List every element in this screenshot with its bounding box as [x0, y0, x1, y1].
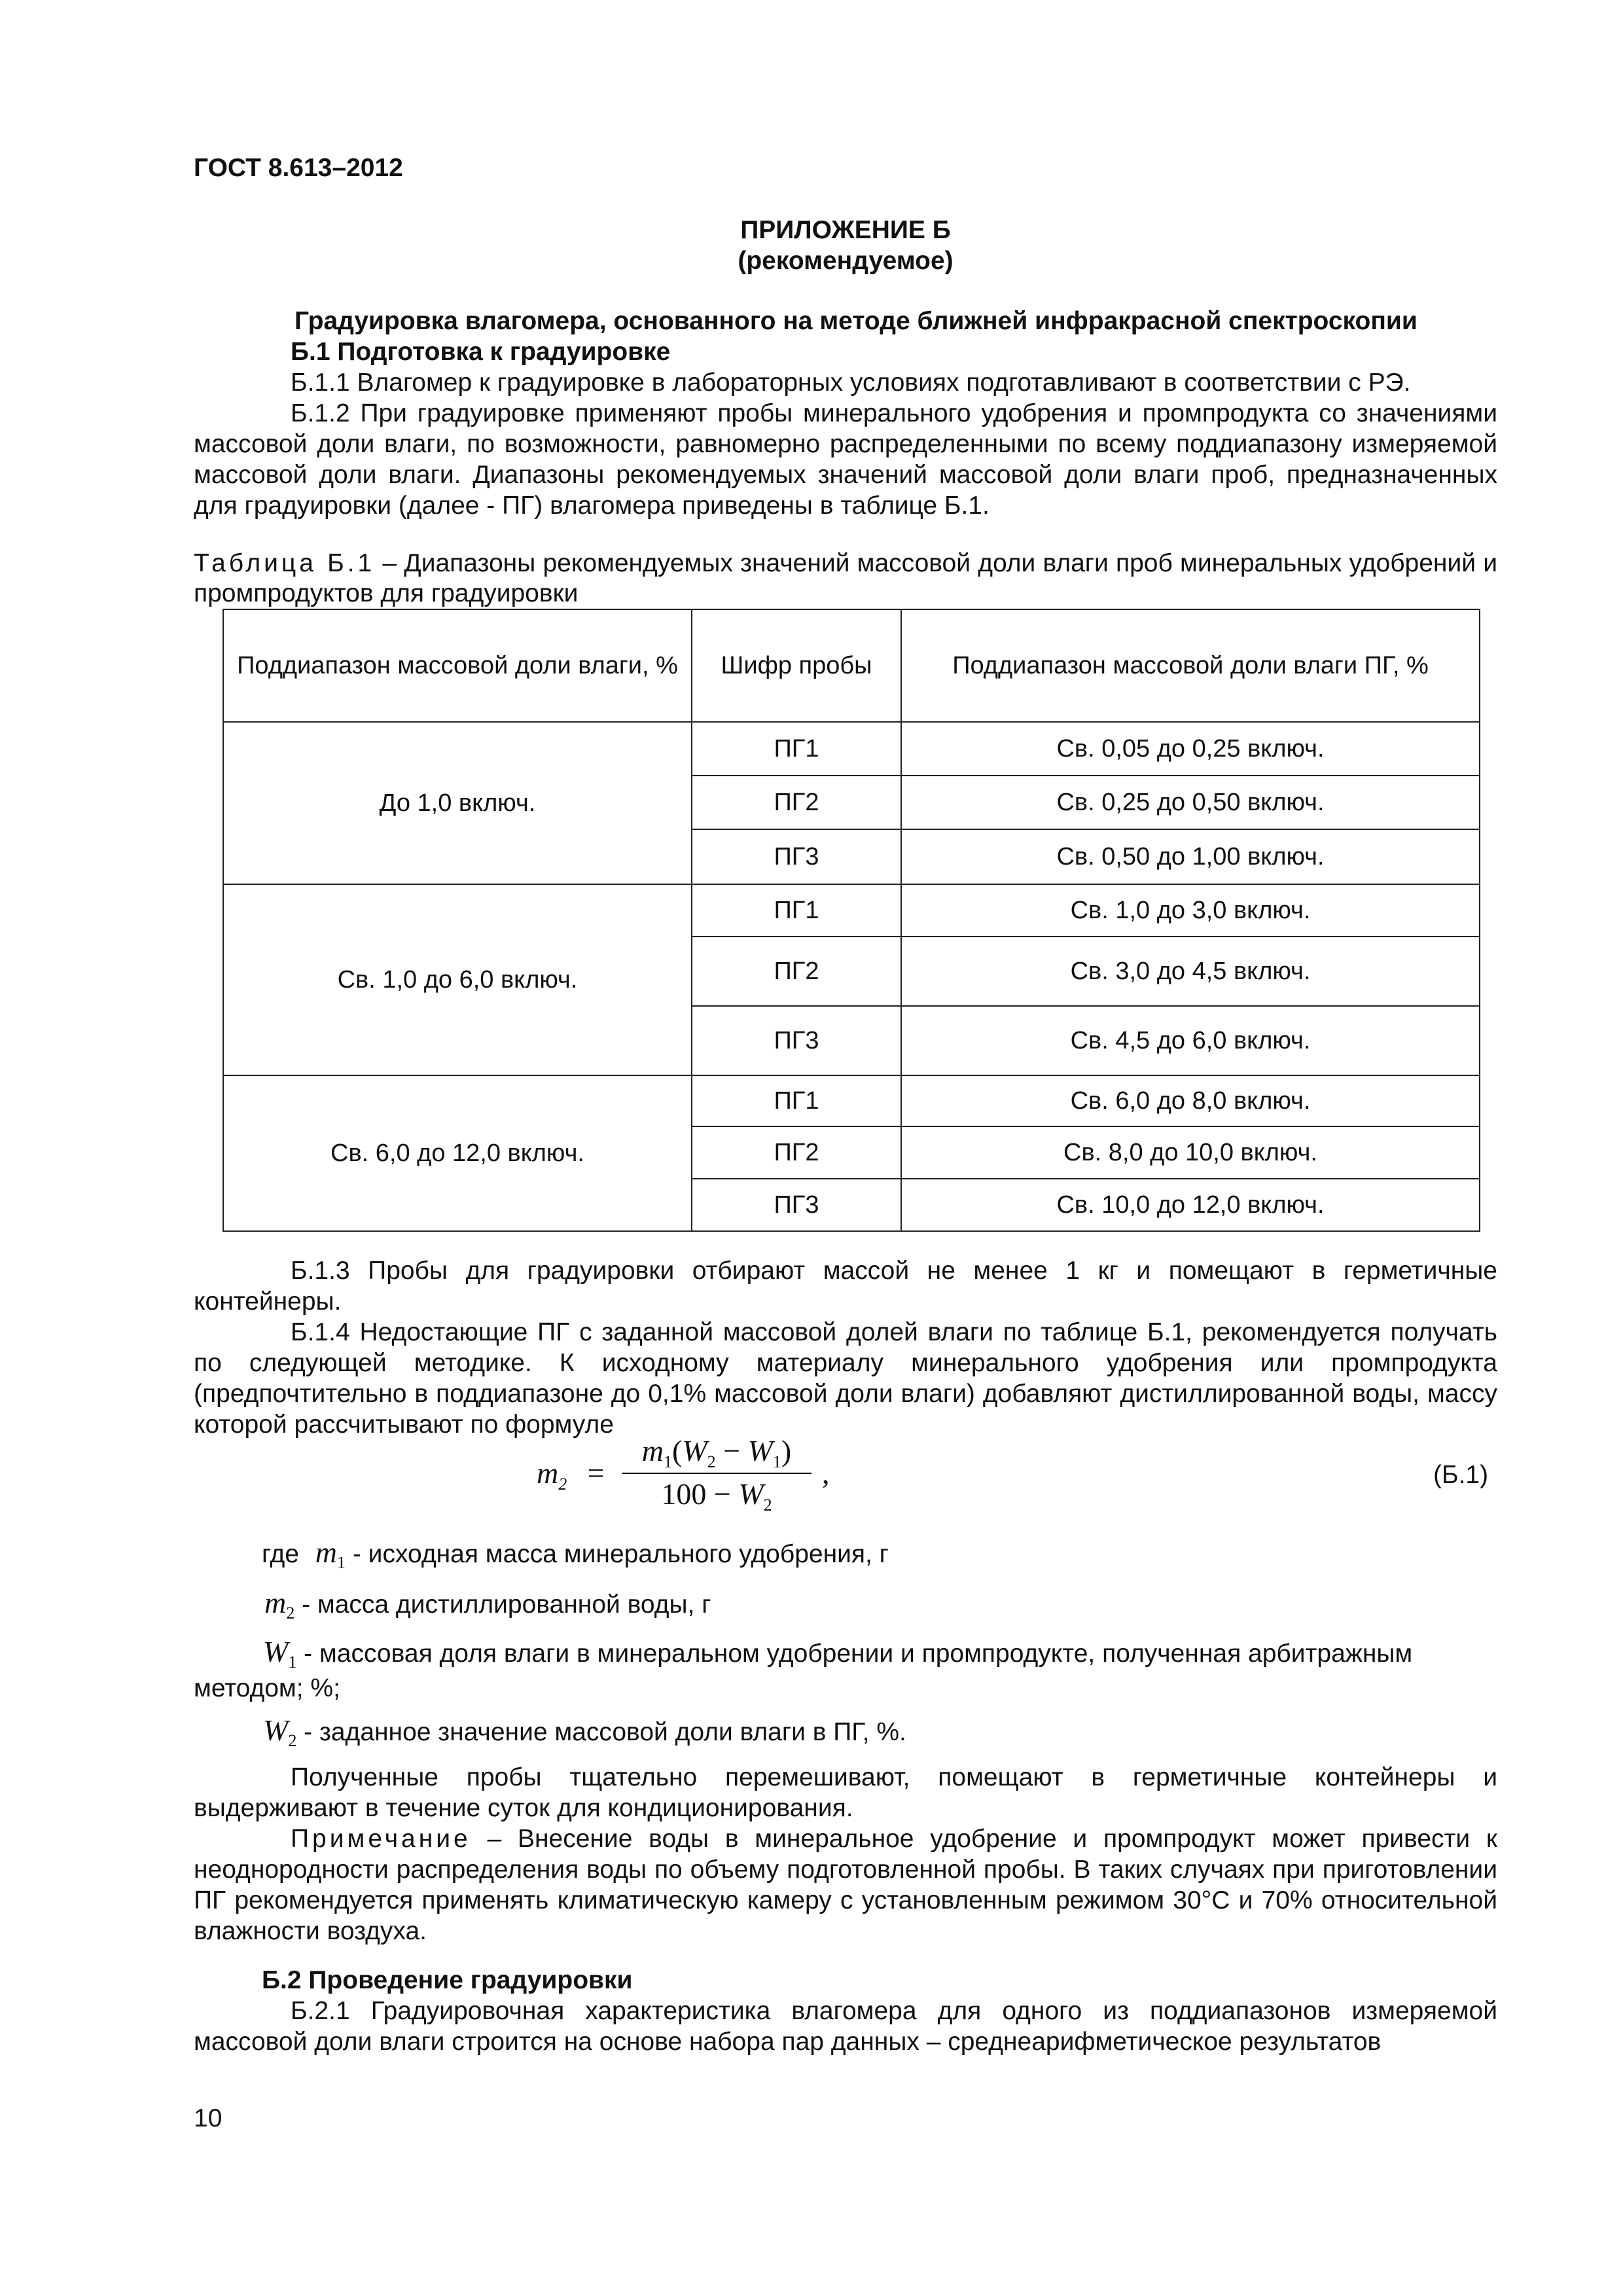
table-caption — [194, 548, 1497, 609]
formula-label: (Б.1) — [1433, 1461, 1489, 1489]
paragraph-b1-4: Б.1.4 Недостающие ПГ с заданной массовой долей влаги по таблице Б.1, рекомендуется получать по следующей методике. К исходному материалу минерального удобрения или промпродукта (предпочтительно в поддиапазоне до 0,1% массовой доли влаги) добавляют дистиллированной воды, массу которой рассчитывают по формуле — [194, 1318, 1497, 1439]
code-cell: ПГ2 — [692, 776, 901, 829]
where-m2: $m_2$ - масса дистиллированной воды, г — [264, 1586, 711, 1623]
code-cell: ПГ3 — [692, 829, 901, 884]
paragraph-mixing: Полученные пробы тщательно перемешивают, помещают в герметичные контейнеры и выдерживают в течение суток для кондиционирования. — [194, 1763, 1497, 1822]
paragraph-b1-2: Б.1.2 При градуировке применяют пробы минерального удобрения и промпродукта со значениями массовой доли влаги, по возможности, равномерно распределенными по всему поддиапазону измеряемой массовой доли влаги. Диапазоны рекомендуемых значений массовой доли влаги проб, предназначенных для градуировки (далее - ПГ) влагомера приведены в таблице Б.1. — [194, 399, 1497, 520]
sub-range-cell: Св. 4,5 до 6,0 включ. — [901, 1006, 1480, 1075]
note-text: – Внесение воды в минеральное удобрение и промпродукт может привести к неоднородности распределения воды по объему подготовленной пробы. В таких случаях при приготовлении ПГ рекомендуется применять климатическую камеру с установленным режимом 30°С и 70% относительной влажности воздуха. — [194, 1825, 1497, 1945]
where-w1-continued: методом; %; — [194, 1674, 340, 1702]
sub-range-cell: Св. 6,0 до 8,0 включ. — [901, 1075, 1480, 1126]
table-caption-label: Таблица Б.1 — [194, 549, 376, 577]
page-number: 10 — [194, 2104, 223, 2132]
note-label: Примечание — [291, 1825, 471, 1853]
table-row — [223, 1075, 1480, 1126]
where-w2: $W_2$ - заданное значение массовой доли влаги в ПГ, %. — [263, 1713, 906, 1750]
formula-numerator: $m_1(W_2 - W_1)$ — [641, 1434, 792, 1472]
code-cell: ПГ2 — [692, 1126, 901, 1179]
note-paragraph — [194, 1823, 1497, 1946]
group-range-cell: Св. 1,0 до 6,0 включ. — [223, 884, 692, 1075]
header-range: Поддиапазон массовой доли влаги, % — [223, 609, 692, 722]
code-cell: ПГ3 — [692, 1006, 901, 1075]
appendix-title: ПРИЛОЖЕНИЕ Б — [740, 216, 951, 244]
code-cell: ПГ1 — [692, 722, 901, 776]
appendix-subtitle: (рекомендуемое) — [738, 247, 954, 275]
sub-range-cell: Св. 0,25 до 0,50 включ. — [901, 776, 1480, 829]
paragraph-b2-1: Б.2.1 Градуировочная характеристика влагомера для одного из поддиапазонов измеряемой массовой доли влаги строится на основе набора пар данных – среднеарифметическое результатов — [194, 1997, 1497, 2056]
sub-range-cell: Св. 10,0 до 12,0 включ. — [901, 1179, 1480, 1231]
where-m1: где $m_1$ - исходная масса минерального удобрения, г — [262, 1535, 889, 1572]
formula-lhs: $m_2$ — [537, 1456, 567, 1494]
paragraph-b1-3: Б.1.3 Пробы для градуировки отбирают массой не менее 1 кг и помещают в герметичные контейнеры. — [194, 1257, 1497, 1316]
formula-equals: = — [580, 1456, 612, 1490]
formula-comma: , — [822, 1456, 830, 1490]
b1-title: Б.1 Подготовка к градуировке — [291, 338, 671, 366]
sub-range-cell: Св. 1,0 до 3,0 включ. — [901, 884, 1480, 937]
table-caption-text: – Диапазоны рекомендуемых значений массовой доли влаги проб минеральных удобрений и промпродуктов для градуировки — [194, 549, 1498, 607]
moisture-table — [223, 609, 1480, 1232]
code-cell: ПГ1 — [692, 884, 901, 937]
formula-denominator: $100 - W_2$ — [661, 1477, 772, 1515]
document-header: ГОСТ 8.613–2012 — [194, 154, 403, 182]
sub-range-cell: Св. 0,50 до 1,00 включ. — [901, 829, 1480, 884]
sub-range-cell: Св. 0,05 до 0,25 включ. — [901, 722, 1480, 776]
paragraph-b1-1: Б.1.1 Влагомер к градуировке в лабораторных условиях подготавливают в соответствии с РЭ. — [291, 368, 1411, 397]
b2-title: Б.2 Проведение градуировки — [262, 1966, 633, 1994]
code-cell: ПГ2 — [692, 937, 901, 1006]
where-w1: $W_1$ - массовая доля влаги в минеральном удобрении и промпродукте, полученная арбитражным — [263, 1635, 1413, 1672]
table-header-row — [223, 609, 1480, 722]
table-row — [223, 884, 1480, 937]
header-code: Шифр пробы — [692, 609, 901, 722]
group-range-cell: До 1,0 включ. — [223, 722, 692, 884]
sub-range-cell: Св. 3,0 до 4,5 включ. — [901, 937, 1480, 1006]
code-cell: ПГ1 — [692, 1075, 901, 1126]
fraction-line — [622, 1473, 812, 1474]
header-sub-range: Поддиапазон массовой доли влаги ПГ, % — [901, 609, 1480, 722]
sub-range-cell: Св. 8,0 до 10,0 включ. — [901, 1126, 1480, 1179]
code-cell: ПГ3 — [692, 1179, 901, 1231]
section-title: Градуировка влагомера, основанного на методе ближней инфракрасной спектроскопии — [294, 307, 1418, 335]
group-range-cell: Св. 6,0 до 12,0 включ. — [223, 1075, 692, 1231]
table-row — [223, 722, 1480, 776]
